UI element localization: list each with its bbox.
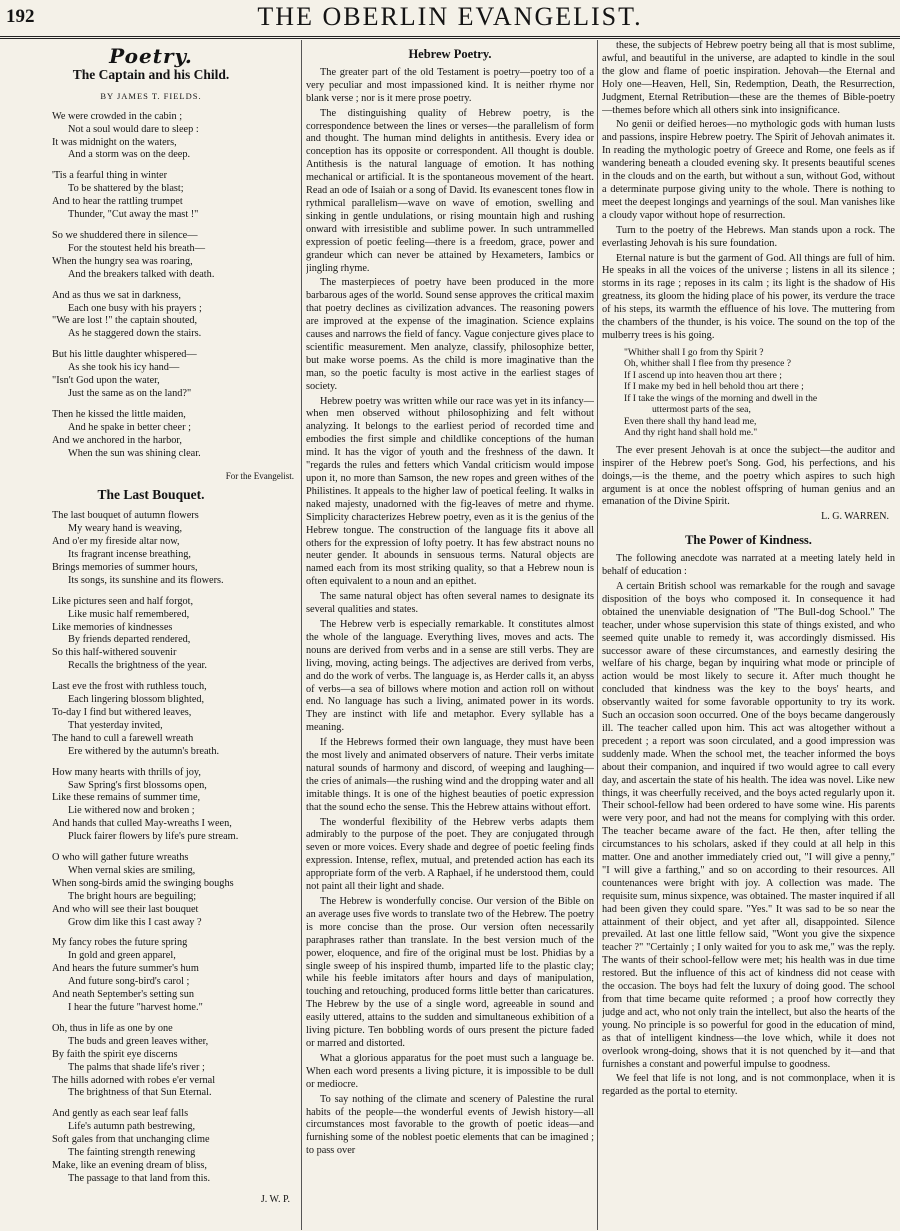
verse-line: "Whither shall I go from thy Spirit ? [624, 346, 764, 358]
stanza [52, 937, 298, 1014]
stanza [52, 1023, 298, 1100]
poem-line: Recalls the brightness of the year. [68, 660, 207, 672]
poem-line: The last bouquet of autumn flowers [52, 510, 199, 522]
article-paragraph: The masterpieces of poetry have been produced in the more barbarous ages of the world. Sound sense approves the critical maxim that poetry declines as civilization advances. The reasoning powers are improved at the expense of the imagination. Science explains causes and narrows the field of fancy. Vague conjecture gives place to scientific measurement. Men analyze, classify, philosophize better, but make worse poems. As the child is more imaginative than the man, so the poetic faculty is most active in the earliest stages of society. [306, 277, 594, 392]
poem-line: By friends departed rendered, [68, 634, 191, 646]
verse-line: And thy right hand shall hold me." [624, 427, 758, 439]
stanza [52, 681, 298, 758]
article-paragraph: No genii or deified heroes—no mythologic gods with human lusts and passions, inspire Hebrew poetry. The Spirit of Jehovah animates it. In reading the mythologic poetry of Greece and Rome, one feels as if wandering beneath a clouded evening sky. It presents beautiful scenes in the clouds and on the earth, but without a sun, without God, without a determinate purpose giving unity to the whole. There is nothing to meet the deepest longings and yearnings of the soul. Man vanishes like a cloudy vapor without hope of resurrection. [602, 119, 895, 221]
poem-line: Pluck fairer flowers by life's pure stream. [68, 831, 239, 843]
poem-body [4, 111, 298, 461]
article-body [602, 553, 895, 1099]
poem-title: The Captain and his Child. [72, 66, 230, 82]
article-paragraph: The distinguishing quality of Hebrew poetry, is the correspondence between the lines or verses—the parallelism of form and thought. The human mind delights in antithesis. Every idea or conception has its opposite or correspondent. All thought is double. Antithesis is the natural language of emotion. It has nothing mechanical or artificial. It is the spontaneous movement of the heart. Read an ode of Isaiah or a song of David. Its evanescent tones flow in rythmical parallelism—wave on wave of emotion, swelling and sinking in gentle undulations, or rising mountain high and rushing onward with irresistible and sublime power. In such untrammelled expression of poetic feeling—there is a freedom, grace, power and grandeur which can never be attained by Hexameters, Iambics or jingling rhyme. [306, 107, 594, 274]
article-paragraph: Eternal nature is but the garment of God. All things are full of him. He speaks in all the voices of the universe ; listens in all its silence ; storms in its rage ; reposes in its calm ; its light is the shadow of His greatness, its gloom the hiding place of his power, its verdure the trace of his steps, its warmth the effluence of his love. The muttering from the chambers of the thunder, is his voice. The sound on the top of the mulberry trees is his going. [602, 252, 895, 341]
poem-line: To be shattered by the blast; [68, 183, 184, 195]
poem-line: And he spake in better cheer ; [68, 421, 191, 433]
poem-line: Not a soul would dare to sleep : [68, 123, 199, 135]
article-paragraph: The Hebrew is wonderfully concise. Our version of the Bible on an average uses five words to translate two of the Hebrew. The poetry is more concise than the prose. Our version often necessarily paraphrases rather than translate. In the best version much of the power, eloquence, and fire of the original must be lost. Phidias by a single sweep of his inspired thumb, imparted life to the plastic clay; while his feeble imitators after hours and days of manipulation, touching and retouching, produced forms little better than caricatures. The Hebrew by the use of a single word, agreeable in sound and easily uttered, attains to the sudden and simultaneous exhibition of a living picture. Ten bobbling words of ours present the picture faded or marred and distorted. [306, 896, 594, 1049]
poem-line: When the hungry sea was roaring, [52, 255, 193, 267]
stanza [52, 111, 298, 163]
stanza [52, 596, 298, 673]
article-paragraph: If the Hebrews formed their own language, they must have been the most lively and animated observers of nature. Their verbs imitate natural sounds of harmony and discord, of weeping and laughing—the cries of animals—the rushing wind and the dropping water and all imitable things. It is one of the highest beauties of poetic expression that the sound echo the sense. This the Hebrew attains without effort. [306, 737, 594, 813]
poem-line: Each lingering blossom blighted, [68, 694, 205, 706]
poem-line: As she took his icy hand— [68, 362, 180, 374]
stanza [52, 230, 298, 282]
poem-line: Just the same as on the land?" [68, 387, 192, 399]
poem-line: And hands that culled May-wreaths I ween, [52, 818, 232, 830]
poem-line: My fancy robes the future spring [52, 937, 188, 949]
poem-line: By faith the spirit eye discerns [52, 1048, 178, 1060]
article-paragraph: A certain British school was remarkable for the rough and savage disposition of the boys who composed it. In consequence it had obtained the unenviable designation of "The Bull-dog School." The teacher, under whose supervision this state of things existed, and who seemed quite unable to remedy it, was accordingly dismissed. His successor aware of these circumstances, and earnestly desiring the welfare of his charge, began by inquiring what mode or principle of action would be most likely to secure it. After much thought he concluded that kindness was the key to the boys' hearts, and observantly waited for some favorable opportunity to try its work. Such an occasion soon occurred. One of the boys became dangerously ill. The teacher called upon him. This act was altogether without a precedent ; a report was soon circulated, and a good impression was suddenly made. When the school met, the teacher informed the boys about their companion, and inquired if two would agree to call every day, and ascertain the state of his health. The idea was novel. Like new things, it was cheerfully received, and the boys acted regularly upon it. Their school-fellow had been ordered to have some wine. His parents were very poor, and had not the means for complying with this order. The teacher became aware of the fact. He then, after telling the circumstances to his scholars, asked if they could at all help in this matter. One and another immediately cried out, "I will give a penny," "I will give a farthing," and so on according to their resources. All countenances were bright with joy. A collection was made. The requisite sum, minus sixpence, was obtained. The master inquired if all had been given they could spare. "Yes." It was sad to be so near the attainment of their object, and yet after all, disappointed. Silence prevailed. At last one little fellow said, "Wont you give the sixpence teacher ?" "Certainly ; I only waited for you to ask me," was the reply. The wants of their school-fellow were met; his health was in due time restored. But the influence of this act of kindness did not cease with the occasion. The boys had felt the luxury of doing good. The school from that time became quite reformed ; a proof how correctly they judge and act, who not only train the intellect, but also the hearts of the young. No principle is so powerful for good in the education of mind, as that of intelligent kindness—the love which, while it does not overlook wrong-doing, shows that it is not quenched by it—and that furnishes a constant and powerful impulse to goodness. [602, 581, 895, 1070]
article-paragraph: The following anecdote was narrated at a meeting lately held in behalf of education : [602, 553, 895, 578]
article-title: Hebrew Poetry. [408, 47, 492, 61]
verse-line: If I ascend up into heaven thou art there ; [624, 369, 782, 381]
poem-line: That yesterday invited, [68, 719, 163, 731]
poem-line: When song-birds amid the swinging boughs [52, 877, 234, 889]
article-paragraph: The wonderful flexibility of the Hebrew verbs adapts them admirably to the purpose of the poet. They are conjugated through seven or more voices. Every shade and degree of poetic feeling finds expression. Intense, reflex, mutual, and pretended action has each its appropriate form of the verb. A Raphael, if he understood them, could not paint all their light and shade. [306, 816, 594, 893]
poem-line: Like memories of kindnesses [52, 621, 173, 633]
poem-line: And to hear the rattling trumpet [52, 196, 183, 208]
poem-line: For the stoutest held his breath— [68, 242, 205, 254]
article-paragraph: Hebrew poetry was written while our race was yet in its infancy—when men observed without philosophizing and felt without analyzing. It belongs to the earliest period of recorded time and embodies the first simple and childlike conceptions of the human mind. It has the vigor of youth and the freshness of the dawn. It "regards the rules and fetters which Vandal criticism would impose upon it, no more than Samson, the new ropes and green withes of the Philistines. It appeals to the higher law of poetical feeling. It walks in naked majesty, unadorned with the fig-leaves of metre and rhyme. Simplicity characterizes Hebrew poetry, even as it is the genius of the Hebrew tongue. The construction of the language fits it above all others for the expression of lofty poetry. It has few abstract nouns no neuter gender. It abounds in sensuous terms. Natural objects are named each from its most striking quality, so that a Hebrew noun is often equivalent to a noun and an epithet. [306, 395, 594, 588]
poem-line: And gently as each sear leaf falls [52, 1108, 189, 1120]
poem-line: And neath September's setting sun [52, 989, 194, 1001]
poem-line: The hills adorned with robes e'er vernal [52, 1074, 216, 1086]
poem-line: The buds and green leaves wither, [68, 1035, 209, 1047]
poem-line: The brightness of that Sun Eternal. [68, 1087, 212, 1099]
poem-line: Soft gales from that unchanging clime [52, 1134, 210, 1146]
verse-line: uttermost parts of the sea, [652, 404, 751, 416]
poem-line: We were crowded in the cabin ; [52, 110, 183, 122]
poem-line: The fainting strength renewing [68, 1147, 196, 1159]
masthead [0, 0, 900, 39]
poem-line: And as thus we sat in darkness, [52, 289, 181, 301]
poem-line: And hears the future summer's hum [52, 963, 199, 975]
column-rule [301, 40, 302, 1230]
poem-line: And who will see their last bouquet [52, 903, 199, 915]
column-continued [602, 40, 895, 1230]
poem-line: And a storm was on the deep. [68, 149, 191, 161]
poem-line: Its fragrant incense breathing, [68, 549, 191, 560]
article-body [602, 40, 895, 343]
poem-line: "We are lost !" the captain shouted, [52, 315, 198, 327]
poem-line: Then he kissed the little maiden, [52, 408, 186, 420]
stanza [52, 409, 298, 461]
article-paragraph: We feel that life is not long, and is not commonplace, when it is regarded as the portal to eternity. [602, 1073, 895, 1098]
poem-line: And the breakers talked with death. [68, 268, 215, 280]
poem-line: So we shuddered there in silence— [52, 229, 198, 241]
page-number: 192 [6, 6, 35, 27]
paper-title: THE OBERLIN EVANGELIST. [257, 2, 643, 31]
article-paragraph: The ever present Jehovah is at once the subject—the auditor and inspirer of the Hebrew poet's Song. God, his perfections, and his doings,—is the theme, and the poetry which aspires to such high argument is at once the noblest offspring of human genius and an emanation of the Divine Spirit. [602, 444, 895, 508]
scripture-verse [624, 347, 895, 439]
poem-line: Each one busy with his prayers ; [68, 302, 202, 314]
verse-line: If I take the wings of the morning and dwell in the [624, 392, 818, 404]
poem-line: It was midnight on the waters, [52, 136, 177, 148]
poem-line: Like music half remembered, [68, 608, 190, 620]
poem-line: As he staggered down the stairs. [68, 328, 202, 340]
poem-line: Oh, thus in life as one by one [52, 1022, 173, 1034]
poem-line: Ere withered by the autumn's breath. [68, 745, 220, 757]
article-paragraph: The Hebrew verb is especially remarkable. It constitutes almost the whole of the language. Everything lives, moves and acts. The nouns are derived from verbs and in a sense are still verbs. They are living, moving, acting beings. The adjectives are derived from verbs, and do the work of verbs. The language is, as Herder calls it, an abyss of verbs—a sea of billows where motion and action roll on without end. No language has such a living, animated power in its words. They are instinct with life and metaphor. Every syllable has a meaning. [306, 618, 594, 734]
poem-signature: J. W. P. [260, 1193, 290, 1205]
poem-line: 'Tis a fearful thing in winter [52, 170, 168, 182]
poem-line: But his little daughter whispered— [52, 349, 197, 361]
verse-line: Oh, whither shall I flee from thy presence ? [624, 358, 792, 370]
poem-line: The palms that shade life's river ; [68, 1061, 205, 1073]
poem-line: Like pictures seen and half forgot, [52, 595, 194, 607]
poem-line: How many hearts with thrills of joy, [52, 766, 201, 778]
poem-line: The bright hours are beguiling; [68, 890, 197, 902]
article-paragraph: The same natural object has often several names to designate its several qualities and states. [306, 591, 594, 616]
column-rule [597, 40, 598, 1230]
poem-line: The passage to that land from this. [68, 1172, 211, 1184]
poem-credit: For the Evangelist. [225, 471, 294, 482]
verse-line: Even there shall thy hand lead me, [624, 415, 757, 427]
poem-line: Thunder, "Cut away the mast !" [68, 209, 199, 221]
poem-line: Like these remains of summer time, [52, 792, 201, 804]
poem-line: Make, like an evening dream of bliss, [52, 1159, 207, 1171]
poem-line: Grow dim like this I cast away ? [68, 916, 202, 928]
poem-line: The hand to cull a farewell wreath [52, 732, 194, 744]
poem-line: Lie withered now and broken ; [68, 805, 195, 817]
poem-line: And future song-bird's carol ; [68, 976, 190, 988]
poem-line: "Isn't God upon the water, [52, 375, 160, 387]
stanza [52, 767, 298, 844]
stanza [52, 290, 298, 342]
poem-line: Its songs, its sunshine and its flowers. [68, 574, 224, 586]
article-body [306, 67, 594, 1158]
article-title: The Power of Kindness. [685, 533, 812, 548]
stanza [52, 852, 298, 929]
column-hebrew-poetry [306, 40, 594, 1230]
stanza [52, 1108, 298, 1185]
poem-line: Brings memories of summer hours, [52, 561, 198, 573]
poem-line: And o'er my fireside altar now, [52, 536, 180, 548]
poem-line: I hear the future "harvest home." [68, 1002, 203, 1013]
section-heading: Poetry. [109, 44, 193, 68]
poem-byline: BY JAMES T. FIELDS. [100, 90, 202, 101]
poem-line: O who will gather future wreaths [52, 852, 189, 864]
poem-line: Last eve the frost with ruthless touch, [52, 681, 207, 693]
poem-line: When the sun was shining clear. [68, 447, 201, 459]
poem-line: And we anchored in the harbor, [52, 434, 182, 446]
stanza [52, 510, 298, 587]
article-paragraph: The greater part of the old Testament is poetry—poetry too of a very peculiar and most impassioned kind. It is neither rhyme nor blank verse ; nor is it mere prose poetry. [306, 66, 594, 104]
verse-line: If I make my bed in hell behold thou art there ; [624, 381, 804, 393]
article-paragraph: What a glorious apparatus for the poet must such a language be. When each word presents a living picture, it is impossible to be dull or mediocre. [306, 1052, 594, 1090]
column-poetry [4, 40, 298, 1230]
poem-title: The Last Bouquet. [97, 487, 205, 503]
article-author: L. G. WARREN. [821, 511, 889, 523]
poem-body [4, 510, 298, 1186]
stanza [52, 170, 298, 222]
poem-line: My weary hand is weaving, [68, 523, 183, 535]
poem-line: So this half-withered souvenir [52, 647, 177, 659]
poem-line: In gold and green apparel, [68, 950, 176, 962]
article-paragraph: these, the subjects of Hebrew poetry being all that is most sublime, awful, and beautiful in the universe, are adapted to kindle in the soul the glow and flame of poetic inspiration. Jehovah—the Eternal and Holy one—Heaven, Hell, Sin, Redemption, Death, the Resurrection, Judgment, Eternal Retribution—these are the themes of Bible-poetry —themes before which all others sink into insignificance. [602, 40, 895, 116]
poem-line: To-day I find but withered leaves, [52, 706, 192, 718]
poem-line: Life's autumn path bestrewing, [68, 1121, 196, 1133]
poem-line: When vernal skies are smiling, [68, 864, 196, 876]
article-paragraph: To say nothing of the climate and scenery of Palestine the rural habits of the people—the wonderful events of Jewish history—all circumstances most favorable to the growth of poetic ideas—and furnishing some of the noblest poetic elements that can be imagined ; to pass over [306, 1093, 594, 1157]
poem-line: Saw Spring's first blossoms open, [68, 779, 207, 791]
article-paragraph: Turn to the poetry of the Hebrews. Man stands upon a rock. The everlasting Jehovah is his sure foundation. [602, 224, 895, 249]
stanza [52, 349, 298, 401]
